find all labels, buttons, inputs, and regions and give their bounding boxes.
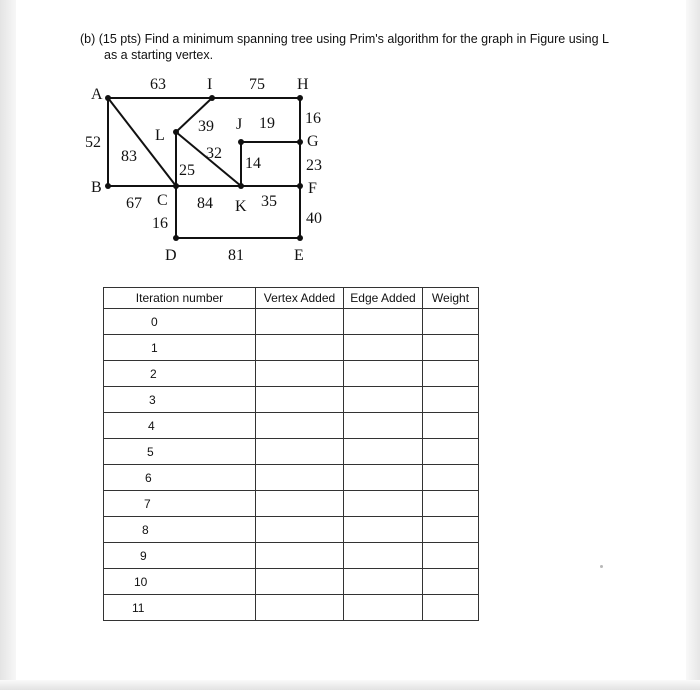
iteration-number: 0	[104, 309, 256, 335]
vertex-label-H: H	[297, 76, 309, 93]
edge-added-cell[interactable]	[344, 569, 423, 595]
table-row	[104, 335, 479, 361]
question-line-1: (b) (15 pts) Find a minimum spanning tree using Prim's algorithm for the graph in Figure using L	[80, 32, 610, 46]
weight-L-K: 32	[206, 145, 222, 162]
weight-cell[interactable]	[423, 543, 479, 569]
graph-figure	[0, 0, 700, 290]
edge-added-cell[interactable]	[344, 361, 423, 387]
vertex-label-J: J	[236, 116, 243, 133]
weight-K-F: 35	[261, 193, 277, 210]
weight-C-D: 16	[152, 215, 168, 232]
edge-added-cell[interactable]	[344, 465, 423, 491]
prim-table-container	[103, 287, 479, 621]
vertex-added-cell[interactable]	[256, 543, 344, 569]
vertex-added-cell[interactable]	[256, 491, 344, 517]
weight-J-K: 14	[245, 155, 261, 172]
weight-cell[interactable]	[423, 309, 479, 335]
vertex-E-dot	[297, 235, 303, 241]
table-row	[104, 517, 479, 543]
weight-cell[interactable]	[423, 465, 479, 491]
weight-cell[interactable]	[423, 517, 479, 543]
vertex-added-cell[interactable]	[256, 517, 344, 543]
weight-L-I: 39	[198, 118, 214, 135]
weight-A-I: 63	[150, 76, 166, 93]
iteration-number: 5	[104, 439, 256, 465]
weight-cell[interactable]	[423, 595, 479, 621]
vertex-J-dot	[238, 139, 244, 145]
iteration-number: 4	[104, 413, 256, 439]
table-row	[104, 543, 479, 569]
vertex-D-dot	[173, 235, 179, 241]
header-vertex-added: Vertex Added	[256, 288, 344, 309]
question-line-2: as a starting vertex.	[104, 48, 214, 62]
vertex-added-cell[interactable]	[256, 465, 344, 491]
vertex-added-cell[interactable]	[256, 439, 344, 465]
weight-cell[interactable]	[423, 361, 479, 387]
iteration-number: 10	[104, 569, 256, 595]
edge-added-cell[interactable]	[344, 387, 423, 413]
edge-added-cell[interactable]	[344, 413, 423, 439]
table-header-row	[104, 288, 479, 309]
vertex-G-dot	[297, 139, 303, 145]
iteration-number: 3	[104, 387, 256, 413]
vertex-label-F: F	[308, 180, 317, 197]
vertex-C-dot	[173, 183, 179, 189]
edge-added-cell[interactable]	[344, 439, 423, 465]
iteration-number: 7	[104, 491, 256, 517]
edge-added-cell[interactable]	[344, 517, 423, 543]
vertex-label-L: L	[155, 127, 165, 144]
table-row	[104, 595, 479, 621]
header-edge-added: Edge Added	[344, 288, 423, 309]
scan-speck	[600, 565, 603, 568]
vertex-label-I: I	[207, 76, 213, 93]
table-row	[104, 361, 479, 387]
table-row	[104, 387, 479, 413]
table-row	[104, 491, 479, 517]
vertex-added-cell[interactable]	[256, 309, 344, 335]
weight-A-B: 52	[85, 134, 101, 151]
scan-edge-bottom	[0, 680, 700, 690]
vertex-K-dot	[238, 183, 244, 189]
vertex-B-dot	[105, 183, 111, 189]
vertex-added-cell[interactable]	[256, 413, 344, 439]
weight-F-E: 40	[306, 210, 322, 227]
iteration-number: 6	[104, 465, 256, 491]
header-weight: Weight	[423, 288, 479, 309]
vertex-label-A: A	[91, 86, 103, 103]
edge-A-C	[108, 98, 176, 186]
edge-added-cell[interactable]	[344, 491, 423, 517]
weight-J-G: 19	[259, 115, 275, 132]
vertex-L-dot	[173, 129, 179, 135]
weight-H-G: 16	[305, 110, 321, 127]
weight-cell[interactable]	[423, 413, 479, 439]
table-row	[104, 413, 479, 439]
iteration-number: 11	[104, 595, 256, 621]
weight-cell[interactable]	[423, 569, 479, 595]
vertex-added-cell[interactable]	[256, 361, 344, 387]
header-iteration-number: Iteration number	[104, 288, 256, 309]
prim-iteration-table	[103, 287, 479, 621]
weight-G-F: 23	[306, 157, 322, 174]
table-row	[104, 439, 479, 465]
vertex-added-cell[interactable]	[256, 595, 344, 621]
weight-cell[interactable]	[423, 439, 479, 465]
table-row	[104, 309, 479, 335]
vertex-label-E: E	[294, 247, 304, 264]
vertex-added-cell[interactable]	[256, 569, 344, 595]
weight-A-C: 83	[121, 148, 137, 165]
weight-cell[interactable]	[423, 387, 479, 413]
weight-I-H: 75	[249, 76, 265, 93]
vertex-F-dot	[297, 183, 303, 189]
iteration-number: 2	[104, 361, 256, 387]
table-row	[104, 569, 479, 595]
vertex-added-cell[interactable]	[256, 335, 344, 361]
vertex-label-D: D	[165, 247, 177, 264]
weight-C-K: 84	[197, 195, 213, 212]
iteration-number: 8	[104, 517, 256, 543]
vertex-A-dot	[105, 95, 111, 101]
vertex-label-B: B	[91, 179, 102, 196]
vertex-I-dot	[209, 95, 215, 101]
iteration-number: 9	[104, 543, 256, 569]
vertex-label-K: K	[235, 198, 247, 215]
iteration-number: 1	[104, 335, 256, 361]
vertex-added-cell[interactable]	[256, 387, 344, 413]
vertex-H-dot	[297, 95, 303, 101]
weight-D-E: 81	[228, 247, 244, 264]
edge-added-cell[interactable]	[344, 543, 423, 569]
edge-added-cell[interactable]	[344, 595, 423, 621]
table-row	[104, 465, 479, 491]
weight-B-C: 67	[126, 195, 142, 212]
weight-cell[interactable]	[423, 335, 479, 361]
vertex-label-G: G	[307, 133, 319, 150]
weight-L-C: 25	[179, 162, 195, 179]
edge-added-cell[interactable]	[344, 309, 423, 335]
weight-cell[interactable]	[423, 491, 479, 517]
edge-added-cell[interactable]	[344, 335, 423, 361]
vertex-label-C: C	[157, 192, 168, 209]
